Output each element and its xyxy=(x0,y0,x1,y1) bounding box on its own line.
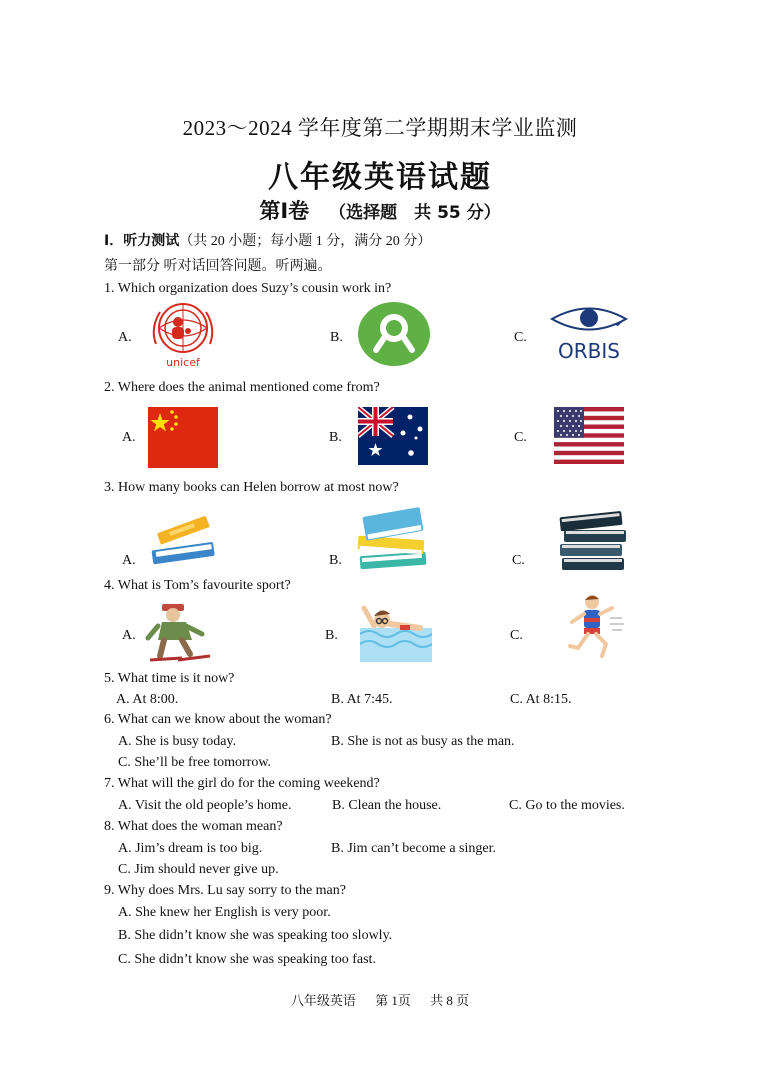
q7-option-c: C. Go to the movies. xyxy=(509,798,625,813)
q4-option-a-label: A. xyxy=(122,628,136,643)
skiing-person-icon xyxy=(142,600,218,669)
page-title: 八年级英语试题 xyxy=(268,160,492,195)
q5-option-b: B. At 7:45. xyxy=(331,692,393,707)
paper-part-label: 第Ⅰ卷 xyxy=(259,199,310,223)
q7-option-b: B. Clean the house. xyxy=(332,798,442,813)
unicef-logo-icon xyxy=(150,300,220,375)
q1-option-b-label: B. xyxy=(330,330,343,345)
q6-option-b: B. She is not as busy as the man. xyxy=(331,734,515,749)
q7-option-a: A. Visit the old people’s home. xyxy=(118,798,292,813)
q3-option-c-label: C. xyxy=(512,553,525,568)
four-books-icon xyxy=(556,506,628,579)
unicef-wordmark: unicef xyxy=(166,356,200,369)
section-rule: （共 20 小题；每小题 1 分，满分 20 分） xyxy=(179,234,432,249)
q9-option-c: C. She didn’t know she was speaking too fast. xyxy=(118,952,376,967)
swimming-person-icon xyxy=(360,598,432,667)
orbis-wordmark: ORBIS xyxy=(558,339,620,360)
question-7-stem: 7. What will the girl do for the coming weekend? xyxy=(104,776,380,791)
q2-option-c-label: C. xyxy=(514,430,527,445)
q3-option-a-label: A. xyxy=(122,553,136,568)
q1-option-c-label: C. xyxy=(514,330,527,345)
section-title: Ⅰ．听力测试 xyxy=(104,233,180,249)
section-heading xyxy=(104,230,431,250)
footer-subject: 八年级英语 xyxy=(290,993,356,1008)
footer-page-number: 第 1页 xyxy=(375,993,411,1008)
q8-option-c: C. Jim should never give up. xyxy=(118,862,279,877)
part-instruction: 第一部分 听对话回答问题。听两遍。 xyxy=(104,259,332,274)
question-2-stem: 2. Where does the animal mentioned come from? xyxy=(104,380,380,395)
orbis-logo-icon xyxy=(546,302,632,365)
australia-flag-icon xyxy=(358,407,428,470)
question-6-stem: 6. What can we know about the woman? xyxy=(104,712,332,727)
q2-option-b-label: B. xyxy=(329,430,342,445)
question-8-stem: 8. What does the woman mean? xyxy=(104,819,283,834)
three-books-icon xyxy=(356,504,432,579)
q8-option-a: A. Jim’s dream is too big. xyxy=(118,841,263,856)
q8-option-b: B. Jim can’t become a singer. xyxy=(331,841,496,856)
q5-option-a: A. At 8:00. xyxy=(116,692,179,707)
paper-part-info: （选择题 共 55 分） xyxy=(329,203,501,223)
two-books-icon xyxy=(148,502,220,579)
usa-flag-icon xyxy=(554,407,624,469)
question-1-stem: 1. Which organization does Suzy’s cousin work in? xyxy=(104,281,392,296)
running-person-icon xyxy=(562,592,626,665)
q6-option-a: A. She is busy today. xyxy=(118,734,237,749)
question-4-stem: 4. What is Tom’s favourite sport? xyxy=(104,578,291,593)
q4-option-c-label: C. xyxy=(510,628,523,643)
paper-subtitle xyxy=(0,195,760,225)
footer-page-total: 共 8 页 xyxy=(430,993,470,1008)
exam-header: 2023～2024 学年度第二学期期末学业监测 xyxy=(182,116,578,140)
question-9-stem: 9. Why does Mrs. Lu say sorry to the man? xyxy=(104,883,346,898)
q2-option-a-label: A. xyxy=(122,430,136,445)
q6-option-c: C. She’ll be free tomorrow. xyxy=(118,755,272,770)
q9-option-b: B. She didn’t know she was speaking too slowly. xyxy=(118,928,393,943)
q1-option-a-label: A. xyxy=(118,330,132,345)
q3-option-b-label: B. xyxy=(329,553,342,568)
china-flag-icon xyxy=(148,407,218,473)
oxfam-logo-icon xyxy=(358,302,430,371)
q9-option-a: A. She knew her English is very poor. xyxy=(118,905,331,920)
question-3-stem: 3. How many books can Helen borrow at most now? xyxy=(104,480,399,495)
page-footer xyxy=(0,990,760,1009)
q5-option-c: C. At 8:15. xyxy=(510,692,572,707)
question-5-stem: 5. What time is it now? xyxy=(104,671,235,686)
q4-option-b-label: B. xyxy=(325,628,338,643)
